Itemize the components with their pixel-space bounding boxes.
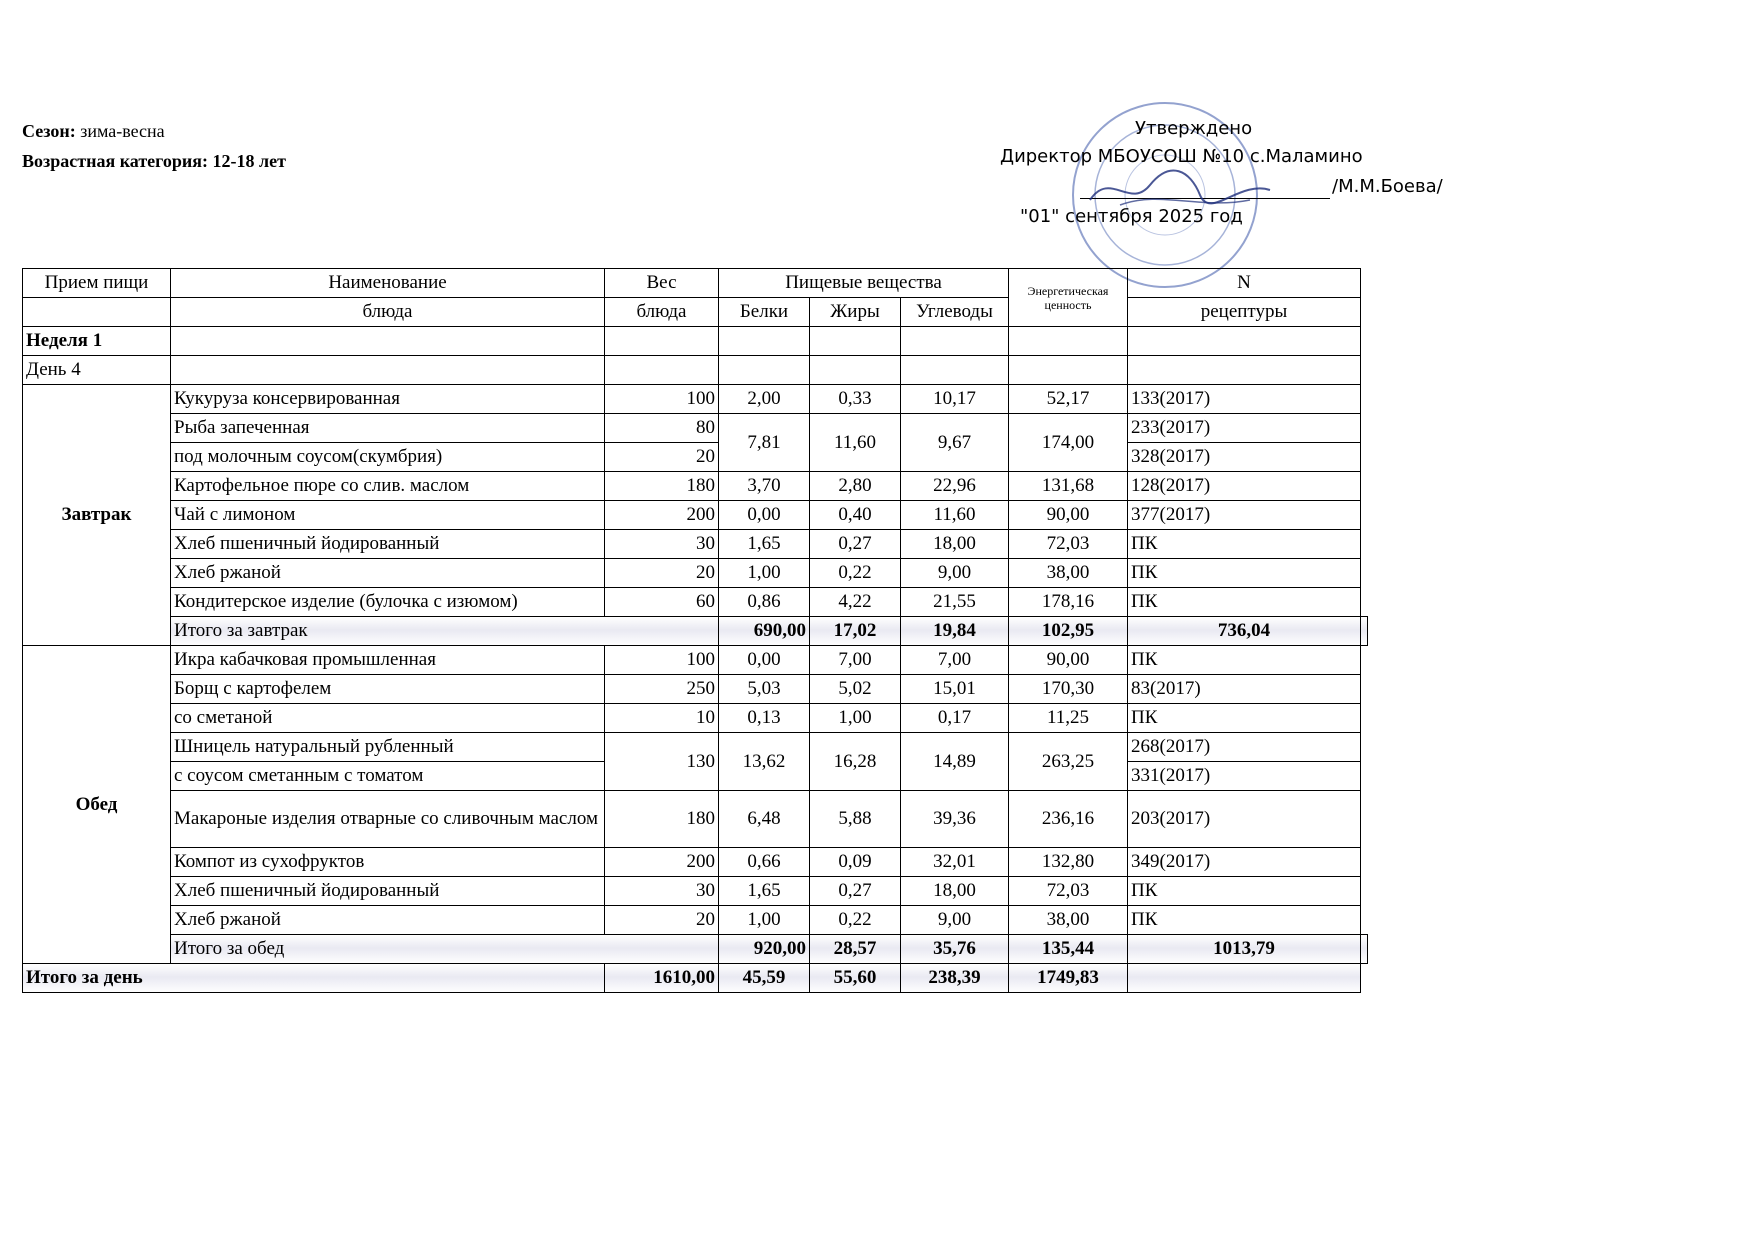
season-label: Сезон: xyxy=(22,121,76,141)
col-fat: Жиры xyxy=(810,298,901,327)
col-meal: Прием пищи xyxy=(23,269,171,298)
table-row: Шницель натуральный рубленный 130 13,62 16,28 14,89 263,25 268(2017) xyxy=(23,733,1368,762)
header-row-2 xyxy=(23,298,1368,327)
col-carbs: Углеводы xyxy=(901,298,1009,327)
table-row: Хлеб ржаной 20 1,00 0,22 9,00 38,00 ПК xyxy=(23,559,1368,588)
week-row: Неделя 1 xyxy=(23,327,1368,356)
table-row: Рыба запеченная 80 7,81 11,60 9,67 174,00 233(2017) xyxy=(23,414,1368,443)
table-row: Завтрак Кукуруза консервированная 100 2,00 0,33 10,17 52,17 133(2017) xyxy=(23,385,1368,414)
breakfast-total-row: Итого за завтрак 690,00 17,02 19,84 102,95 736,04 xyxy=(23,617,1368,646)
col-weight-2: блюда xyxy=(605,298,719,327)
meal-lunch: Обед xyxy=(23,646,171,964)
season-line xyxy=(22,116,286,146)
age-category: Возрастная категория: 12-18 лет xyxy=(22,151,286,171)
col-name: Наименование xyxy=(171,269,605,298)
table-row: Макароные изделия отварные со сливочным маслом 180 6,48 5,88 39,36 236,16 203(2017) xyxy=(23,791,1368,848)
table-row: Борщ с картофелем 250 5,03 5,02 15,01 170,30 83(2017) xyxy=(23,675,1368,704)
table-row: Хлеб пшеничный йодированный 30 1,65 0,27 18,00 72,03 ПК xyxy=(23,877,1368,906)
table-row: со сметаной 10 0,13 1,00 0,17 11,25 ПК xyxy=(23,704,1368,733)
day-row: День 4 xyxy=(23,356,1368,385)
director-name: /М.М.Боева/ xyxy=(1332,176,1443,197)
meal-breakfast: Завтрак xyxy=(23,385,171,646)
col-name-2: блюда xyxy=(171,298,605,327)
col-protein: Белки xyxy=(719,298,810,327)
col-recipe: N xyxy=(1128,269,1361,298)
signature-icon xyxy=(1080,160,1280,220)
table-row: под молочным соусом(скумбрия) 20 328(2017) xyxy=(23,443,1368,472)
menu-table xyxy=(22,268,1368,993)
col-weight: Вес xyxy=(605,269,719,298)
season-value: зима-весна xyxy=(80,121,165,141)
col-recipe-2: рецептуры xyxy=(1128,298,1361,327)
approval-date: "01" сентября 2025 год xyxy=(1020,206,1243,227)
table-row: с соусом сметанным с томатом 331(2017) xyxy=(23,762,1368,791)
table-row: Чай с лимоном 200 0,00 0,40 11,60 90,00 377(2017) xyxy=(23,501,1368,530)
document-header xyxy=(22,116,286,176)
col-nutrients: Пищевые вещества xyxy=(719,269,1009,298)
table-row: Хлеб пшеничный йодированный 30 1,65 0,27 18,00 72,03 ПК xyxy=(23,530,1368,559)
table-row: Компот из сухофруктов 200 0,66 0,09 32,01 132,80 349(2017) xyxy=(23,848,1368,877)
approved-label: Утверждено xyxy=(1135,118,1253,139)
table-row: Хлеб ржаной 20 1,00 0,22 9,00 38,00 ПК xyxy=(23,906,1368,935)
day-total-row: Итого за день 1610,00 45,59 55,60 238,39 1749,83 xyxy=(23,964,1368,993)
director-line: Директор МБОУСОШ №10 с.Маламино xyxy=(1000,146,1363,167)
header-row-1 xyxy=(23,269,1368,298)
table-row: Обед Икра кабачковая промышленная 100 0,00 7,00 7,00 90,00 ПК xyxy=(23,646,1368,675)
lunch-total-row: Итого за обед 920,00 28,57 35,76 135,44 1013,79 xyxy=(23,935,1368,964)
table-row: Кондитерское изделие (булочка с изюмом) 60 0,86 4,22 21,55 178,16 ПК xyxy=(23,588,1368,617)
table-row: Картофельное пюре со слив. маслом 180 3,70 2,80 22,96 131,68 128(2017) xyxy=(23,472,1368,501)
col-energy: Энергетическая ценность xyxy=(1009,269,1128,327)
